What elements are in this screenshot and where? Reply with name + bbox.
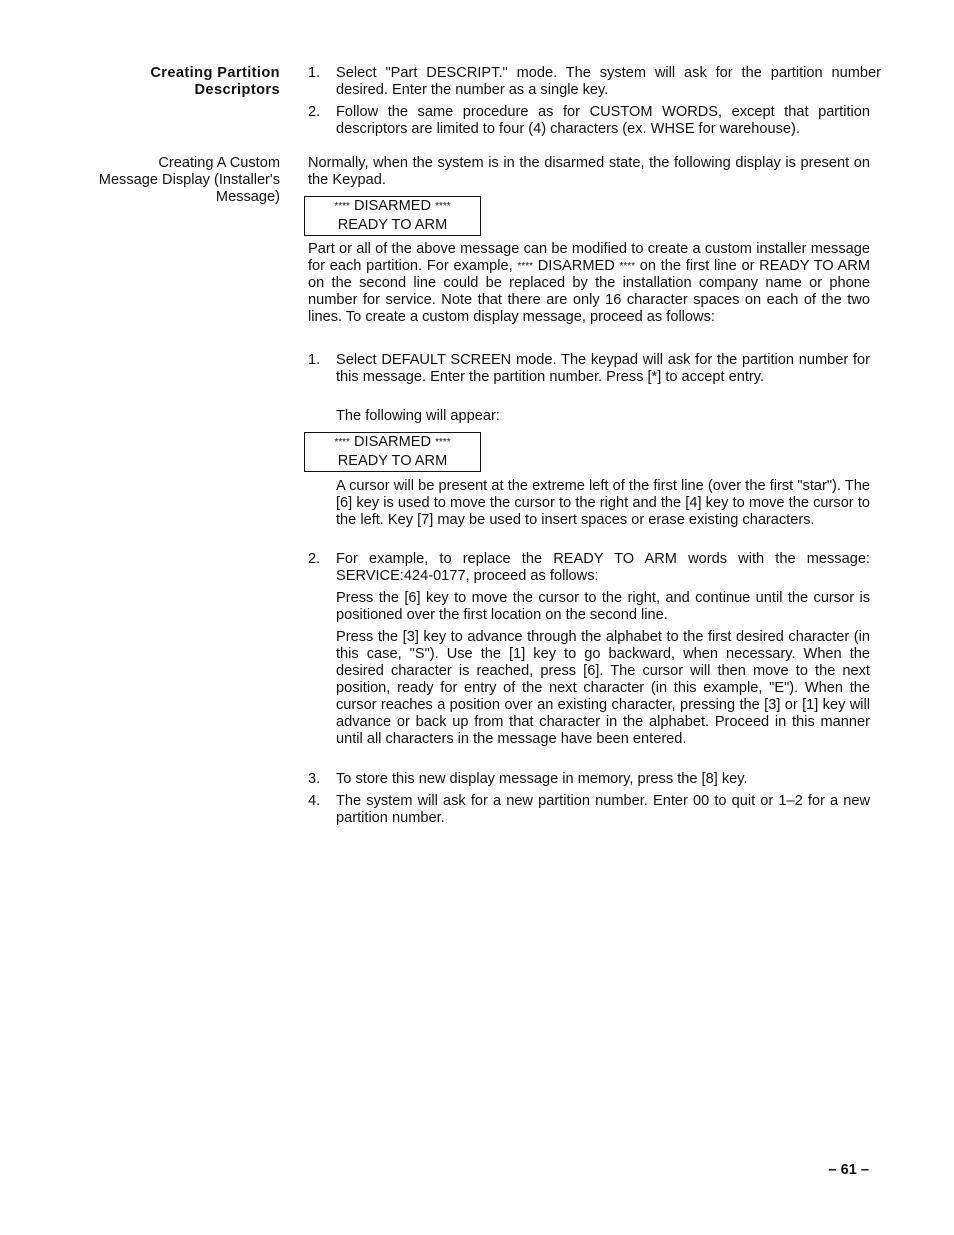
default-screen-step [308, 352, 870, 386]
display-line-1: **** DISARMED **** [334, 434, 451, 450]
step-text: Select DEFAULT SCREEN mode. The keypad will ask for the partition number for this message. Enter the partition number. Press [*] to accept entry. [336, 352, 870, 385]
step-number: 1. [308, 65, 321, 81]
step-text: Follow the same procedure as for CUSTOM WORDS, except that partition descriptors are limited to four (4) characters (ex. WHSE for warehouse). [336, 104, 870, 137]
subheading-line-3: Message) [215, 189, 280, 205]
intro-paragraph: Normally, when the system is in the disarmed state, the following display is present on the Keypad. [308, 155, 870, 188]
step-text: The system will ask for a new partition number. Enter 00 to quit or 1–2 for a new partition number. [336, 793, 870, 826]
step-text: Select "Part DESCRIPT." mode. The system will ask for the partition number desired. Enter the number as a single key. [336, 65, 881, 98]
display-line-2: READY TO ARM [337, 217, 448, 233]
partition-steps-2 [308, 104, 870, 138]
step-text: For example, to replace the READY TO ARM words with the message: SERVICE:424-0177, proceed as follows: [336, 551, 870, 584]
press-6-paragraph: Press the [6] key to move the cursor to the right, and continue until the cursor is positioned over the first location on the second line. [336, 590, 870, 623]
step-number: 2. [308, 104, 321, 120]
list-item [308, 551, 870, 585]
subsection-heading [80, 155, 280, 206]
step-number: 4. [308, 793, 321, 809]
list-item [308, 65, 881, 99]
replace-step [308, 551, 870, 585]
list-item [308, 104, 870, 138]
display-line-1: **** DISARMED **** [334, 198, 451, 214]
keypad-display-2 [304, 432, 481, 472]
subheading-line-2: Message Display (Installer's [98, 172, 280, 188]
list-item [308, 352, 870, 386]
store-step [308, 771, 870, 788]
list-item [308, 771, 870, 788]
new-partition-step [308, 793, 870, 827]
step-number: 2. [308, 551, 321, 567]
cursor-paragraph: A cursor will be present at the extreme left of the first line (over the first "star"). The [6] key is used to move the cursor to the right and the [4] key to move the cursor to the left. Key [7] may be used to insert spaces or erase existing characters. [336, 478, 870, 528]
step-number: 1. [308, 352, 321, 368]
subheading-line-1: Creating A Custom [158, 155, 280, 171]
custom-message-paragraph: Part or all of the above message can be modified to create a custom installer message for each partition. For example, **** DISARMED **** on the first line or READY TO ARM on the second line could be replaced by the installation company name or phone number for service. Note that there are only 16 character spaces on each of the two lines. To create a custom display message, proceed as follows: [308, 241, 870, 325]
keypad-display [304, 196, 481, 236]
page-number: – 61 – [828, 1162, 869, 1178]
section-heading [100, 65, 280, 99]
list-item [308, 793, 870, 827]
step-number: 3. [308, 771, 321, 787]
display-line-2: READY TO ARM [337, 453, 448, 469]
press-3-paragraph: Press the [3] key to advance through the alphabet to the first desired character (in this case, "S"). Use the [1] key to go backward, when necessary. When the desired character is reached, press [6]. The cursor will then move to the next position, ready for entry of the next character (in this example, "E"). When the cursor reaches a position over an existing character, pressing the [3] or [1] key will advance or back up from that character in the alphabet. Proceed in this manner until all characters in the message have been entered. [336, 629, 870, 747]
step-text: To store this new display message in memory, press the [8] key. [336, 771, 748, 787]
following-text: The following will appear: [336, 408, 500, 424]
partition-steps [308, 65, 881, 99]
heading-line-2: Descriptors [194, 82, 280, 98]
heading-line-1: Creating Partition [150, 65, 280, 81]
